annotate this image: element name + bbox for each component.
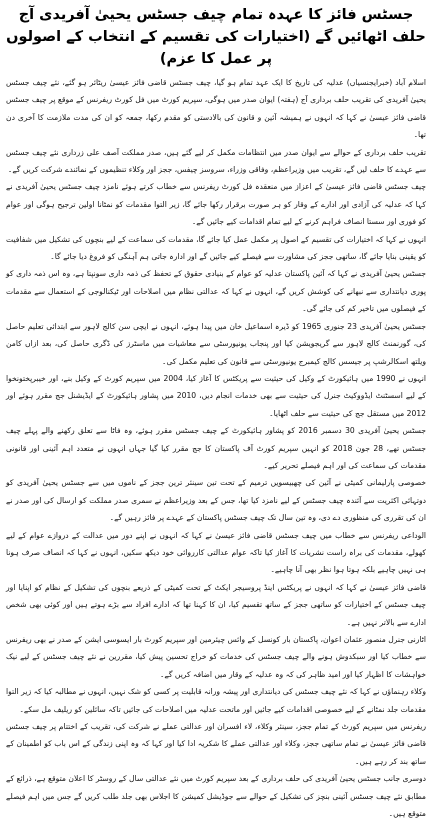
- paragraph: ریفرنس میں سپریم کورٹ کے تمام ججز، سینئر وکلاء، لاء افسران اور عدالتی عملے نے شرکت کی، تقریب کے اختتام پر چیف جسٹس قاضی فائز عیسیٰ نے تمام ساتھی ججز، وکلاء اور عدالتی عملے کا شکریہ ادا کیا اور کہا کہ وہ اپنی زندگی کے اس باب کو اطمینان کے ساتھ بند کر رہے ہیں۔: [6, 722, 426, 766]
- headline: جسٹس فائز کا عہدہ تمام چیف جسٹس یحییٰ آفریدی آج حلف اٹھائیں گے (اختیارات کی تقسیم کے انتخاب کے اصولوں پر عمل کا عزم): [6, 7, 426, 67]
- paragraph: انہوں نے 1990 میں ہائیکورٹ کے وکیل کی حیثیت سے پریکٹس کا آغاز کیا، 2004 میں سپریم کورٹ کے وکیل بنے، اور خیبرپختونخوا کے لیے اسسٹنٹ ایڈووکیٹ جنرل کی حیثیت سے بھی خدمات انجام دیں، 2010 میں پشاور ہائیکورٹ کے ایڈیشنل جج مقرر ہوئے اور 2012 میں مستقل جج کی حیثیت سے حلف اٹھایا۔: [6, 373, 426, 418]
- paragraph: چیف جسٹس قاضی فائز عیسیٰ کے اعزاز میں منعقدہ فل کورٹ ریفرنس سے خطاب کرتے ہوئے نامزد چیف جسٹس یحییٰ آفریدی نے کہا کہ عدلیہ کی آزادی اور ادارے کے وقار کو ہر صورت برقرار رکھا جائے گا، زیر التوا مقدمات کو نمٹانا اولین ترجیح ہوگی اور عوام کو فوری اور سستا انصاف فراہم کرنے کے لیے تمام اقدامات کیے جائیں گے۔: [6, 182, 426, 227]
- paragraph: وکلاء رہنماؤں نے کہا کہ نئے چیف جسٹس کی دیانتداری اور پیشہ ورانہ قابلیت پر کسی کو شک نہیں، انہوں نے مطالبہ کیا کہ زیر التوا مقدمات جلد نمٹانے کے لیے خصوصی اقدامات کیے جائیں اور ماتحت عدلیہ میں اصلاحات کی جائیں تاکہ سائلین کو ریلیف مل سکے۔: [6, 687, 426, 714]
- paragraph: تقریب حلف برداری کے حوالے سے ایوان صدر میں انتظامات مکمل کر لیے گئے ہیں، صدر مملکت آصف علی زرداری نئے چیف جسٹس سے عہدے کا حلف لیں گے، تقریب میں وزیراعظم، وفاقی وزراء، سروسز چیفس، ججز اور وکلاء تنظیموں کے نمائندے شرکت کریں گے۔: [6, 147, 426, 175]
- paragraph: الوداعی ریفرنس سے خطاب میں چیف جسٹس قاضی فائز عیسیٰ نے کہا کہ انہوں نے اپنے دور میں عدالت کے دروازے عوام کے لیے کھولے، مقدمات کی براہ راست نشریات کا آغاز کیا تاکہ عوام عدالتی کارروائی خود دیکھ سکیں، انہوں نے کہا کہ انصاف صرف ہونا ہی نہیں چاہیے بلکہ ہوتا ہوا نظر بھی آنا چاہیے۔: [6, 530, 426, 575]
- paragraph: قاضی فائز عیسیٰ نے کہا کہ انہوں نے پریکٹس اینڈ پروسیجر ایکٹ کے تحت کمیٹی کے ذریعے بنچوں کی تشکیل کے نظام کو اپنایا اور چیف جسٹس کے اختیارات کو ساتھی ججز کے ساتھ تقسیم کیا، ان کا کہنا تھا کہ ادارے افراد سے بڑے ہوتے ہیں اور کوئی بھی شخص ادارے سے بالاتر نہیں ہے۔: [6, 582, 426, 627]
- paragraph: دوسری جانب جسٹس یحییٰ آفریدی کی حلف برداری کے بعد سپریم کورٹ میں نئے عدالتی سال کے روسٹر کا اعلان متوقع ہے، ذرائع کے مطابق نئے چیف جسٹس آئینی بنچز کی تشکیل کے حوالے سے جوڈیشل کمیشن کا اجلاس بھی جلد طلب کریں گے جس میں اہم فیصلے متوقع ہیں۔: [6, 774, 426, 819]
- paragraph: انہوں نے کہا کہ اختیارات کی تقسیم کے اصول پر مکمل عمل کیا جائے گا، مقدمات کی سماعت کے لیے بنچوں کی تشکیل میں شفافیت کو یقینی بنایا جائے گا، ساتھی ججز کی مشاورت سے فیصلے کیے جائیں گے اور ادارہ جاتی ہم آہنگی کو فروغ دیا جائے گا۔: [6, 234, 426, 262]
- paragraph: جسٹس یحییٰ آفریدی 23 جنوری 1965 کو ڈیرہ اسماعیل خان میں پیدا ہوئے، انہوں نے ایچی سن کالج لاہور سے ابتدائی تعلیم حاصل کی، گورنمنٹ کالج لاہور سے گریجویشن کیا اور پنجاب یونیورسٹی سے معاشیات میں ماسٹرز کی ڈگری حاصل کی، بعد ازاں کامن ویلتھ اسکالرشپ پر جیسس کالج کیمبرج یونیورسٹی سے قانون کی تعلیم مکمل کی۔: [6, 321, 426, 366]
- article-body: [6, 74, 426, 822]
- paragraph: جسٹس یحییٰ آفریدی 30 دسمبر 2016 کو پشاور ہائیکورٹ کے چیف جسٹس مقرر ہوئے، وہ فاٹا سے تعلق رکھنے والے پہلے چیف جسٹس تھے، 28 جون 2018 کو انہیں سپریم کورٹ آف پاکستان کا جج مقرر کیا گیا جہاں انہوں نے متعدد اہم آئینی اور قانونی مقدمات کی سماعت کی اور اہم فیصلے تحریر کیے۔: [6, 426, 426, 470]
- paragraph: اسلام آباد (خبرایجنسیاں) عدلیہ کی تاریخ کا ایک عہد تمام ہو گیا، چیف جسٹس قاضی فائز عیسیٰ ریٹائر ہو گئے، نئے چیف جسٹس یحییٰ آفریدی کی تقریب حلف برداری آج (ہفتہ) ایوان صدر میں ہوگی، سپریم کورٹ میں فل کورٹ ریفرنس کے موقع پر چیف جسٹس قاضی فائز عیسیٰ نے کہا کہ انہوں نے ہمیشہ آئین و قانون کی بالادستی کو مقدم رکھا، جمعہ کو ان کی مدت ملازمت کا آخری دن تھا۔: [6, 78, 426, 140]
- paragraph: جسٹس یحییٰ آفریدی نے کہا کہ آئین پاکستان عدلیہ کو عوام کے بنیادی حقوق کے تحفظ کی ذمہ داری سونپتا ہے، وہ اس ذمہ داری کو پوری دیانتداری سے نبھانے کی کوشش کریں گے، انہوں نے کہا کہ عدالتی نظام میں اصلاحات اور ٹیکنالوجی کے استعمال سے مقدمات کے فیصلوں میں تاخیر کم کی جائے گی۔: [6, 269, 426, 314]
- paragraph: خصوصی پارلیمانی کمیٹی نے آئین کی چھبیسویں ترمیم کے تحت تین سینئر ترین ججز کے ناموں میں سے جسٹس یحییٰ آفریدی کو دوتہائی اکثریت سے آئندہ چیف جسٹس کے لیے نامزد کیا تھا، جس کے بعد وزیراعظم نے سمری صدر مملکت کو ارسال کی اور صدر نے ان کی تقرری کی منظوری دے دی، وہ تین سال تک چیف جسٹس پاکستان کے عہدے پر فائز رہیں گے۔: [6, 478, 426, 523]
- paragraph: اٹارنی جنرل منصور عثمان اعوان، پاکستان بار کونسل کے وائس چیئرمین اور سپریم کورٹ بار ایسوسی ایشن کے صدر نے بھی ریفرنس سے خطاب کیا اور سبکدوش ہونے والے چیف جسٹس کی خدمات کو خراج تحسین پیش کیا، مقررین نے نئے چیف جسٹس کے لیے نیک خواہشات کا اظہار کیا اور امید ظاہر کی کہ وہ عدلیہ کے وقار میں اضافہ کریں گے۔: [6, 635, 426, 679]
